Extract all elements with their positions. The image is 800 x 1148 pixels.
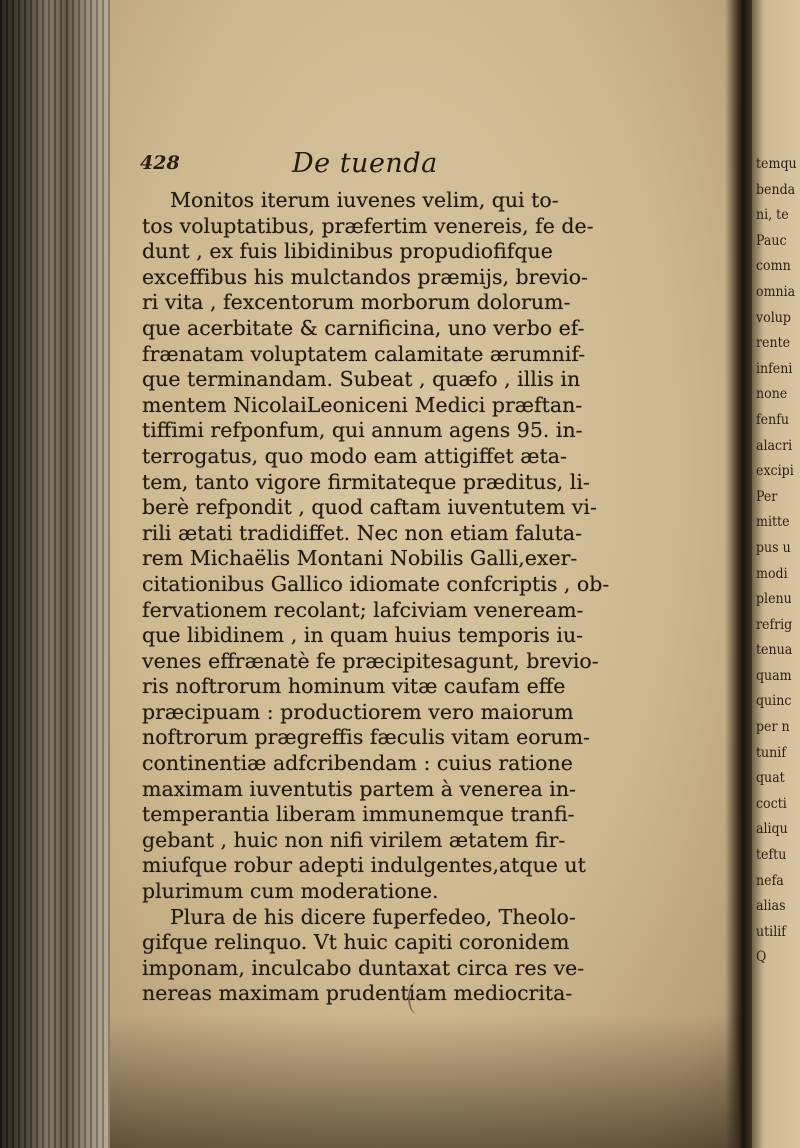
fragment-line: per n — [756, 719, 790, 736]
text-line: terrogatus, quo modo eam attigiffet æta- — [142, 443, 567, 468]
text-line: rili ætati tradidiffet. Nec non etiam faluta- — [142, 520, 582, 545]
next-page-fragments — [756, 152, 800, 971]
text-line: continentiæ adfcribendam : cuius ratione — [142, 751, 573, 776]
text-line: tos voluptatibus, præfertim venereis, fe de- — [142, 213, 594, 238]
text-line: maximam iuventutis partem à venerea in- — [142, 776, 576, 801]
fragment-line: volup — [756, 309, 791, 326]
fragment-line: excipi — [756, 463, 794, 480]
fragment-line: Pauc — [756, 232, 787, 249]
fragment-line: infeni — [756, 360, 793, 377]
text-line: noftrorum prægreffis fæculis vitam eorum- — [142, 725, 590, 750]
running-head: De tuenda — [292, 148, 438, 179]
next-page-edge — [752, 0, 800, 1148]
text-line: gebant , huic non nifi virilem ætatem fir- — [142, 827, 566, 852]
fragment-line: alacri — [756, 437, 793, 454]
text-line: berè refpondit , quod caftam iuventutem vi- — [142, 495, 597, 520]
text-line: tiffimi refponfum, qui annum agens 95. in- — [142, 418, 583, 443]
fragment-line: mitte — [756, 514, 790, 531]
text-line: mentem NicolaiLeoniceni Medici præftan- — [142, 392, 583, 417]
text-line: nereas maximam prudentiam mediocrita- — [142, 981, 573, 1006]
text-line: ris noftrorum hominum vitæ caufam effe — [142, 674, 566, 699]
fragment-line: quinc — [756, 693, 792, 710]
text-line: rem Michaëlis Montani Nobilis Galli,exer- — [142, 546, 578, 571]
page-header — [140, 148, 700, 186]
fragment-line: alias — [756, 898, 786, 915]
text-line: que libidinem , in quam huius temporis iu- — [142, 623, 584, 648]
page-blemish — [408, 982, 426, 1014]
fragment-line: Q — [756, 949, 767, 966]
text-line: Monitos iterum iuvenes velim, qui to- — [170, 188, 559, 212]
fragment-line: benda — [756, 181, 796, 198]
fragment-line: rente — [756, 335, 791, 352]
fragment-line: modi — [756, 565, 788, 582]
fragment-line: utilif — [756, 923, 786, 940]
fragment-line: comn — [756, 258, 791, 275]
fragment-line: ni, te — [756, 207, 789, 224]
text-line: gifque relinquo. Vt huic capiti coronidem — [142, 930, 570, 955]
text-line: tem, tanto vigore firmitateque præditus, li- — [142, 469, 590, 494]
fragment-line: aliqu — [756, 821, 788, 838]
text-line: imponam, inculcabo duntaxat circa res ve- — [142, 955, 585, 980]
fragment-line: fenfu — [756, 411, 790, 428]
fragment-line: none — [756, 386, 788, 403]
book-edge-left — [0, 0, 110, 1148]
text-line: exceffibus his mulctandos præmijs, brevio- — [142, 264, 588, 289]
text-line: venes effrænatè fe præcipitesagunt, brevio- — [142, 648, 599, 673]
text-line: miufque robur adepti indulgentes,atque ut — [142, 853, 586, 878]
fragment-line: nefa — [756, 872, 784, 889]
fragment-line: pus u — [756, 539, 791, 556]
fragment-line: cocti — [756, 795, 787, 812]
text-line: præcipuam : productiorem vero maiorum — [142, 699, 574, 724]
text-line: frænatam voluptatem calamitate ærumnif- — [142, 341, 586, 366]
fragment-line: tunif — [756, 744, 786, 761]
fragment-line: Per — [756, 488, 778, 505]
fragment-line: teftu — [756, 847, 787, 864]
body-text — [142, 188, 732, 1007]
book-gutter — [725, 0, 755, 1148]
text-line: fervationem recolant; lafciviam veneream- — [142, 597, 584, 622]
text-line: que acerbitate & carnificina, uno verbo ef- — [142, 315, 585, 340]
text-line: que terminandam. Subeat , quæfo , illis in — [142, 367, 581, 392]
text-line: ri vita , fexcentorum morborum dolorum- — [142, 290, 571, 315]
text-line: plurimum cum moderatione. — [142, 879, 439, 904]
fragment-line: omnia — [756, 283, 796, 300]
fragment-line: quat — [756, 770, 785, 787]
fragment-line: temqu — [756, 156, 797, 172]
page-shadow — [110, 1015, 750, 1148]
fragment-line: quam — [756, 667, 792, 684]
fragment-line: plenu — [756, 591, 792, 608]
text-line: citationibus Gallico idiomate confcriptis , ob- — [142, 571, 610, 596]
fragment-line: refrig — [756, 616, 793, 633]
text-line: Plura de his dicere fuperfedeo, Theolo- — [170, 904, 576, 929]
text-line: temperantia liberam immunemque tranfi- — [142, 802, 575, 827]
text-line: dunt , ex fuis libidinibus propudiofifque — [142, 239, 553, 264]
fragment-line: tenua — [756, 642, 793, 659]
page-number: 428 — [140, 152, 180, 174]
